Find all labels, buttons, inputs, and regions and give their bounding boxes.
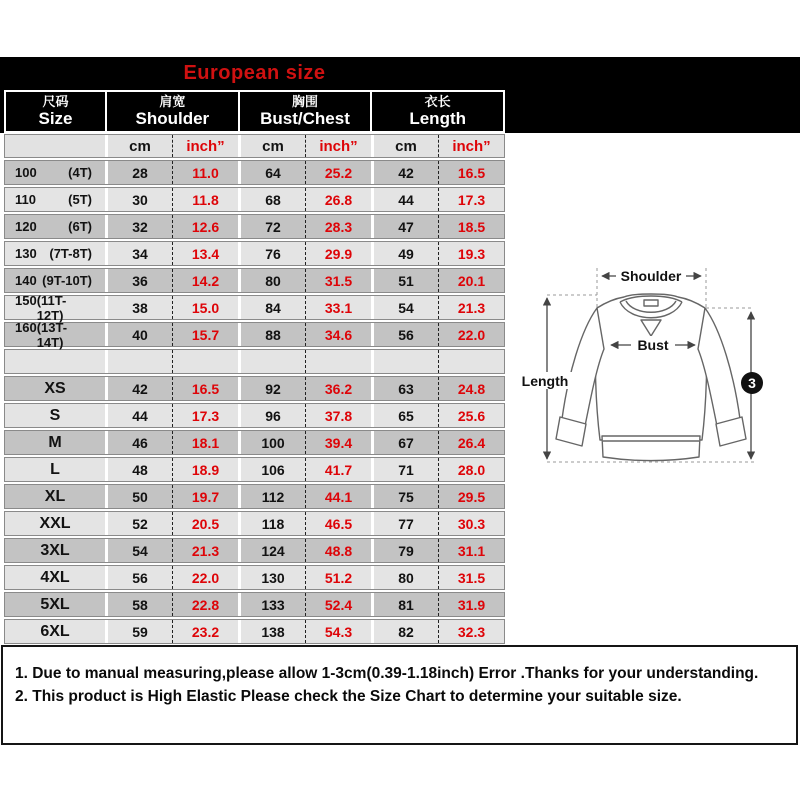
inch-value: 23.2	[172, 620, 238, 643]
cm-value: 133	[238, 593, 305, 616]
cm-value	[105, 350, 172, 373]
cm-value: 68	[238, 188, 305, 211]
inch-value: 29.9	[305, 242, 371, 265]
inch-value: 18.9	[172, 458, 238, 481]
cm-value	[238, 350, 305, 373]
inch-value: 31.9	[438, 593, 504, 616]
unit-cm-label: cm	[105, 135, 172, 157]
inch-value: 31.1	[438, 539, 504, 562]
cm-value: 54	[105, 539, 172, 562]
cm-value: 106	[238, 458, 305, 481]
size-label: XXL	[5, 512, 105, 535]
cm-value: 67	[371, 431, 438, 454]
inch-value: 28.0	[438, 458, 504, 481]
table-row	[4, 511, 505, 536]
cm-value: 92	[238, 377, 305, 400]
kid-age-range: (11T-12T)	[36, 292, 67, 323]
unit-cm-label: cm	[238, 135, 305, 157]
table-row	[4, 241, 505, 266]
inch-value: 21.3	[438, 296, 504, 319]
header-shoulder-zh: 肩宽	[159, 93, 186, 109]
table-row	[4, 376, 505, 401]
inch-value: 54.3	[305, 620, 371, 643]
inch-value: 44.1	[305, 485, 371, 508]
inch-value: 19.7	[172, 485, 238, 508]
inch-value: 41.7	[305, 458, 371, 481]
step-badge	[741, 372, 763, 394]
kid-age-range: (5T)	[68, 192, 92, 207]
cm-value: 88	[238, 323, 305, 346]
cm-value: 64	[238, 161, 305, 184]
cm-value: 80	[371, 566, 438, 589]
inch-value: 13.4	[172, 242, 238, 265]
size-label	[5, 350, 105, 373]
kid-size-number: 130	[15, 246, 37, 261]
cm-value: 47	[371, 215, 438, 238]
table-row	[4, 592, 505, 617]
cm-value	[371, 350, 438, 373]
inch-value: 17.3	[172, 404, 238, 427]
inch-value: 24.8	[438, 377, 504, 400]
table-row	[4, 268, 505, 293]
cm-value: 75	[371, 485, 438, 508]
inch-value: 30.3	[438, 512, 504, 535]
inch-value: 32.3	[438, 620, 504, 643]
cm-value: 50	[105, 485, 172, 508]
inch-value: 18.5	[438, 215, 504, 238]
shoulder-label: Shoulder	[620, 268, 682, 284]
cm-value: 34	[105, 242, 172, 265]
inch-value: 21.3	[172, 539, 238, 562]
note-line-2: 2. This product is High Elastic Please check the Size Chart to determine your suitable size.	[15, 688, 682, 706]
size-label: 3XL	[5, 539, 105, 562]
units-empty-cell	[5, 135, 105, 157]
cm-value: 63	[371, 377, 438, 400]
size-label: S	[5, 404, 105, 427]
size-table	[4, 90, 505, 644]
inch-value: 46.5	[305, 512, 371, 535]
unit-inch-label: inch”	[172, 135, 238, 157]
kid-size-number: 160	[15, 319, 37, 335]
bust-label: Bust	[637, 337, 669, 353]
cm-value: 58	[105, 593, 172, 616]
cm-value: 38	[105, 296, 172, 319]
size-label	[5, 188, 105, 211]
header-size	[6, 92, 105, 131]
cm-value: 42	[371, 161, 438, 184]
cm-value: 52	[105, 512, 172, 535]
table-row	[4, 160, 505, 185]
cm-value: 81	[371, 593, 438, 616]
inch-value: 51.2	[305, 566, 371, 589]
inch-value: 22.0	[172, 566, 238, 589]
inch-value: 39.4	[305, 431, 371, 454]
cm-value: 79	[371, 539, 438, 562]
kid-size-number: 120	[15, 219, 37, 234]
inch-value: 52.4	[305, 593, 371, 616]
cm-value: 32	[105, 215, 172, 238]
table-row	[4, 457, 505, 482]
unit-cm-label: cm	[371, 135, 438, 157]
inch-value: 12.6	[172, 215, 238, 238]
badge-number: 3	[748, 375, 756, 391]
size-label	[5, 292, 105, 323]
inch-value	[438, 350, 504, 373]
note-line-1: 1. Due to manual measuring,please allow 1-3cm(0.39-1.18inch) Error .Thanks for your understanding.	[15, 665, 759, 682]
inch-value: 20.5	[172, 512, 238, 535]
size-label	[5, 161, 105, 184]
cm-value: 51	[371, 269, 438, 292]
cm-value: 65	[371, 404, 438, 427]
inch-value: 31.5	[305, 269, 371, 292]
header-size-zh: 尺码	[42, 93, 69, 109]
inch-value: 15.7	[172, 323, 238, 346]
header-length	[370, 92, 503, 131]
size-label: 4XL	[5, 566, 105, 589]
inch-value: 11.0	[172, 161, 238, 184]
size-label	[5, 215, 105, 238]
header-bust-zh: 胸围	[292, 93, 319, 109]
cm-value: 30	[105, 188, 172, 211]
inch-value: 28.3	[305, 215, 371, 238]
size-label	[5, 242, 105, 265]
inch-value: 25.2	[305, 161, 371, 184]
table-row	[4, 565, 505, 590]
size-label: L	[5, 458, 105, 481]
inch-value: 36.2	[305, 377, 371, 400]
header-shoulder	[105, 92, 238, 131]
sweatshirt-outline	[556, 294, 746, 461]
inch-value	[172, 350, 238, 373]
cm-value: 96	[238, 404, 305, 427]
table-row	[4, 430, 505, 455]
sweatshirt-diagram	[518, 250, 793, 485]
kid-size-number: 150	[15, 292, 37, 308]
sweatshirt-torso	[595, 294, 706, 440]
table-row	[4, 403, 505, 428]
cm-value: 49	[371, 242, 438, 265]
cm-value: 40	[105, 323, 172, 346]
inch-value: 26.8	[305, 188, 371, 211]
cm-value: 118	[238, 512, 305, 535]
kid-size-number: 140	[15, 273, 37, 288]
cm-value: 56	[105, 566, 172, 589]
cm-value: 44	[105, 404, 172, 427]
inch-value: 20.1	[438, 269, 504, 292]
size-label: XL	[5, 485, 105, 508]
inch-value: 31.5	[438, 566, 504, 589]
inch-value	[305, 350, 371, 373]
inch-value: 29.5	[438, 485, 504, 508]
cm-value: 54	[371, 296, 438, 319]
inch-value: 19.3	[438, 242, 504, 265]
header-shoulder-en: Shoulder	[135, 109, 210, 129]
inch-value: 22.0	[438, 323, 504, 346]
header-length-zh: 衣长	[424, 93, 451, 109]
header-length-en: Length	[409, 109, 466, 129]
cm-value: 48	[105, 458, 172, 481]
cm-value: 77	[371, 512, 438, 535]
inch-value: 15.0	[172, 296, 238, 319]
inch-value: 48.8	[305, 539, 371, 562]
size-label	[5, 269, 105, 292]
table-row	[4, 619, 505, 644]
notes-panel	[1, 645, 798, 745]
inch-value: 33.1	[305, 296, 371, 319]
table-row	[4, 484, 505, 509]
inch-value: 11.8	[172, 188, 238, 211]
cm-value: 72	[238, 215, 305, 238]
cm-value: 82	[371, 620, 438, 643]
table-row	[4, 187, 505, 212]
size-label	[5, 319, 105, 350]
unit-inch-label: inch”	[438, 135, 504, 157]
cm-value: 124	[238, 539, 305, 562]
length-label: Length	[521, 373, 569, 389]
inch-value: 17.3	[438, 188, 504, 211]
inch-value: 25.6	[438, 404, 504, 427]
header-bust-en: Bust/Chest	[260, 109, 350, 129]
header-size-en: Size	[38, 109, 73, 129]
unit-inch-label: inch”	[305, 135, 371, 157]
cm-value: 59	[105, 620, 172, 643]
table-row	[4, 319, 505, 350]
cm-value: 28	[105, 161, 172, 184]
kid-age-range: (7T-8T)	[49, 246, 92, 261]
inch-value: 16.5	[172, 377, 238, 400]
kid-size-number: 110	[15, 192, 36, 207]
size-label: XS	[5, 377, 105, 400]
size-label: M	[5, 431, 105, 454]
cm-value: 80	[238, 269, 305, 292]
cm-value: 100	[238, 431, 305, 454]
kid-age-range: (6T)	[68, 219, 92, 234]
table-row	[4, 538, 505, 563]
sweatshirt-hem	[602, 436, 700, 461]
inch-value: 18.1	[172, 431, 238, 454]
cm-value: 84	[238, 296, 305, 319]
kid-age-range: (9T-10T)	[42, 273, 92, 288]
size-table-header	[4, 90, 505, 133]
cm-value: 36	[105, 269, 172, 292]
cm-value: 56	[371, 323, 438, 346]
size-label: 6XL	[5, 620, 105, 643]
size-label: 5XL	[5, 593, 105, 616]
inch-value: 37.8	[305, 404, 371, 427]
size-table-body	[4, 160, 505, 644]
kid-age-range: (13T-14T)	[36, 319, 68, 350]
spacer-row	[4, 349, 505, 374]
cm-value: 42	[105, 377, 172, 400]
table-row	[4, 214, 505, 239]
cm-value: 71	[371, 458, 438, 481]
cm-value: 138	[238, 620, 305, 643]
inch-value: 26.4	[438, 431, 504, 454]
cm-value: 130	[238, 566, 305, 589]
inch-value: 14.2	[172, 269, 238, 292]
cm-value: 44	[371, 188, 438, 211]
size-table-units-row	[4, 134, 505, 158]
cm-value: 112	[238, 485, 305, 508]
table-row	[4, 292, 505, 323]
inch-value: 16.5	[438, 161, 504, 184]
header-bust	[238, 92, 371, 131]
kid-size-number: 100	[15, 165, 37, 180]
cm-value: 46	[105, 431, 172, 454]
cm-value: 76	[238, 242, 305, 265]
inch-value: 22.8	[172, 593, 238, 616]
page-title: European size	[183, 62, 326, 84]
kid-age-range: (4T)	[68, 165, 92, 180]
inch-value: 34.6	[305, 323, 371, 346]
